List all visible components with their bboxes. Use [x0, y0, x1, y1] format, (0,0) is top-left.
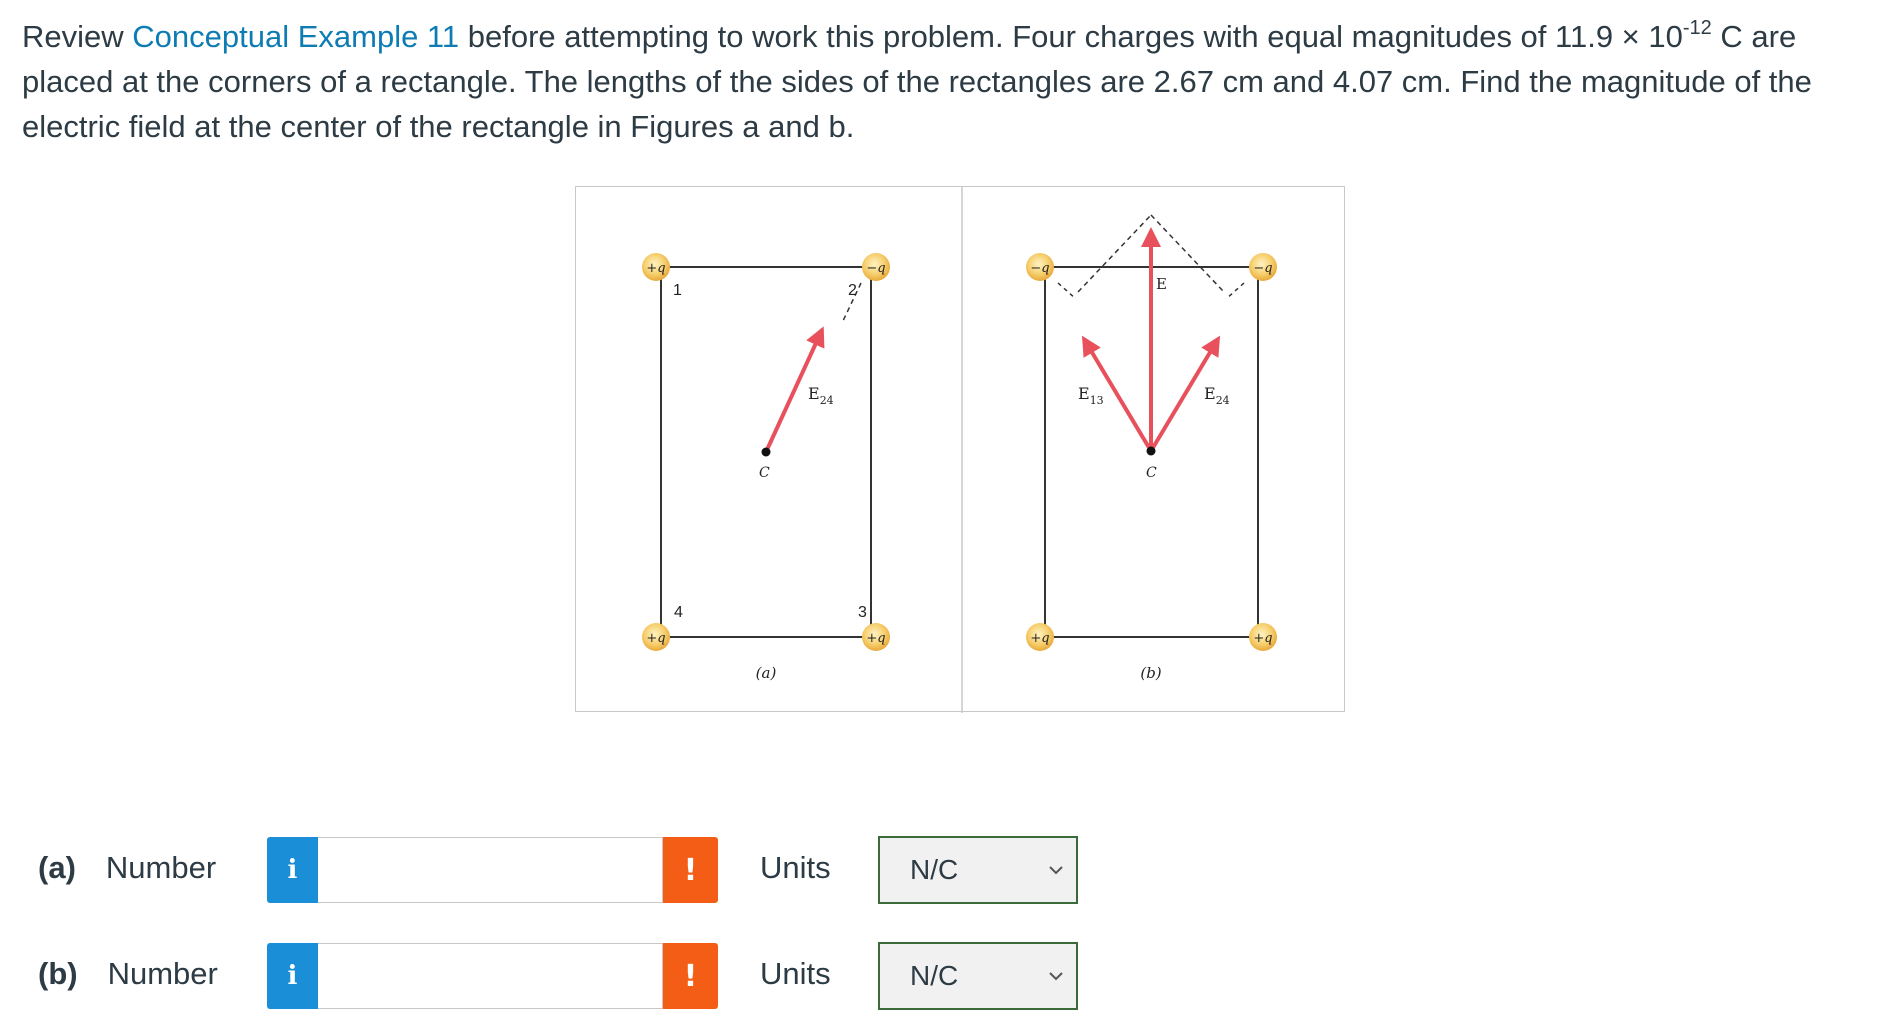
warning-icon[interactable]: ! — [663, 837, 718, 903]
part-b-id: (b) — [38, 956, 78, 991]
units-label-b: Units — [760, 956, 831, 991]
charge-b-tr-label: −q — [1253, 261, 1273, 276]
num-3: 3 — [858, 604, 867, 621]
conceptual-example-link[interactable]: Conceptual Example 11 — [132, 19, 460, 54]
answer-row-b — [0, 942, 1900, 1010]
part-a-label — [38, 850, 216, 886]
charge-a-tl-label: +q — [646, 261, 666, 276]
charge-a-br-label: +q — [866, 631, 886, 646]
units-label-a: Units — [760, 850, 831, 885]
num-1: 1 — [673, 282, 682, 299]
label-e24-a: $E_{24}$ — [808, 384, 834, 407]
num-4: 4 — [674, 604, 683, 621]
problem-text-2: C are placed at the corners of a rectangle. The lengths of the sides of the rectangles are 2.67 cm and 4.07 cm. Find the magnitude of the electric field at the center of the rectangle in Figures a and b. — [22, 19, 1812, 144]
dashed-b-3 — [1058, 283, 1076, 299]
part-b-label — [38, 956, 218, 992]
center-label-b: C — [1146, 465, 1157, 481]
figure-svg — [576, 187, 1346, 713]
caption-a: (a) — [755, 664, 777, 682]
charge-a-bl-label: +q — [646, 631, 666, 646]
answer-row-a — [0, 836, 1900, 904]
dashed-b-4 — [1226, 283, 1244, 299]
num-2: 2 — [848, 282, 857, 299]
units-value-a: N/C — [910, 854, 959, 885]
center-dot-a — [762, 448, 771, 457]
chevron-down-icon — [1046, 966, 1066, 986]
units-select-b[interactable] — [878, 942, 1078, 1010]
part-a-number-label: Number — [105, 850, 217, 885]
label-e24-b: $E_{24}$ — [1204, 384, 1230, 407]
problem-statement — [22, 14, 1882, 149]
charge-a-tr-label: −q — [866, 261, 886, 276]
problem-text-1: before attempting to work this problem. Four charges with equal magnitudes of 11.9 × 10 — [459, 19, 1683, 54]
answer-b-input[interactable] — [318, 943, 663, 1009]
charge-rectangle-figure — [575, 186, 1345, 712]
center-dot-b — [1147, 447, 1156, 456]
info-icon[interactable]: i — [267, 837, 318, 903]
charge-b-br-label: +q — [1253, 631, 1273, 646]
chevron-down-icon — [1046, 860, 1066, 880]
caption-b: (b) — [1140, 664, 1162, 682]
part-b-number-label: Number — [107, 956, 218, 991]
exponent: -12 — [1682, 16, 1712, 39]
answer-a-input[interactable] — [318, 837, 663, 903]
panel-a — [642, 253, 890, 682]
info-icon[interactable]: i — [267, 943, 318, 1009]
warning-icon[interactable]: ! — [663, 943, 718, 1009]
units-select-a[interactable] — [878, 836, 1078, 904]
panel-b — [1026, 215, 1277, 682]
charge-b-bl-label: +q — [1030, 631, 1050, 646]
label-net-e-b: E — [1156, 275, 1167, 293]
units-value-b: N/C — [910, 960, 959, 991]
charge-b-tl-label: −q — [1030, 261, 1050, 276]
label-e13-b: $E_{13}$ — [1078, 384, 1104, 407]
part-a-id: (a) — [38, 850, 76, 885]
dashed-b-1 — [1078, 215, 1151, 292]
problem-prefix: Review — [22, 19, 133, 54]
center-label-a: C — [759, 465, 770, 481]
